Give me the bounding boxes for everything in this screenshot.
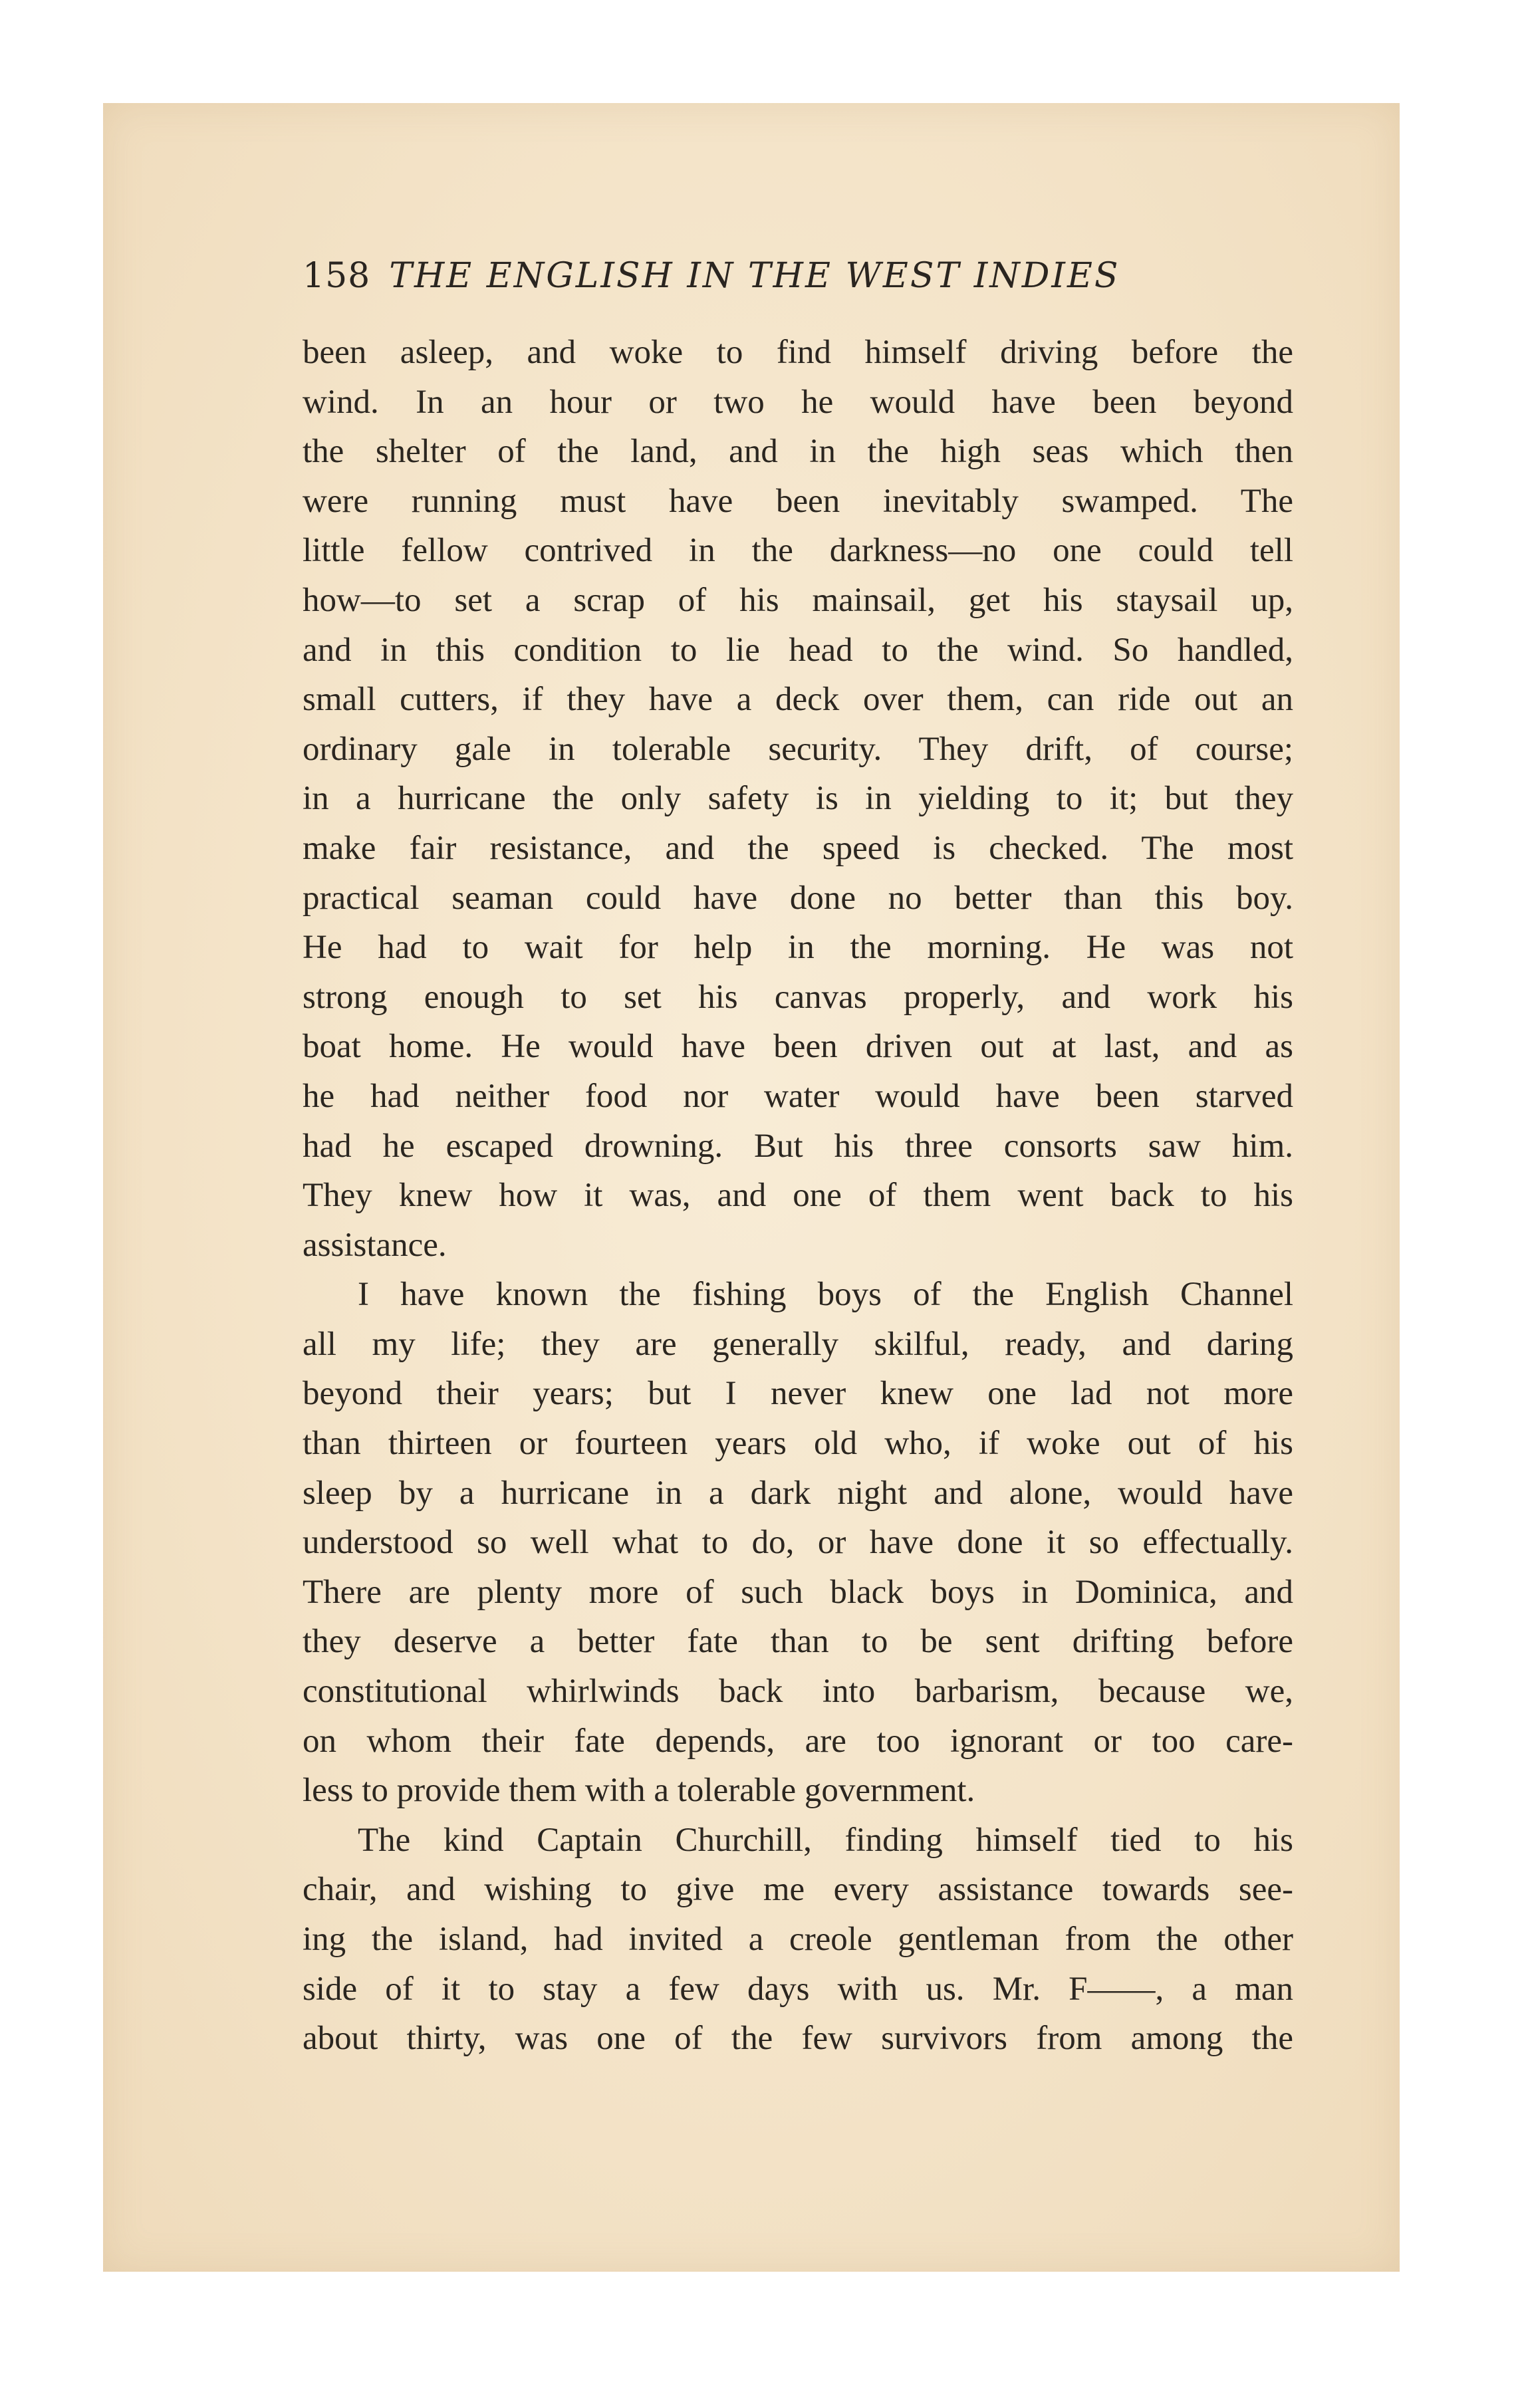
- text-line: strong enough to set his canvas properly, and work his: [303, 978, 1293, 1016]
- text-line: assistance.: [303, 1226, 447, 1264]
- text-line: how—to set a scrap of his mainsail, get his staysail up,: [303, 581, 1293, 619]
- text-line: make fair resistance, and the speed is checked. The most: [303, 829, 1293, 867]
- text-line: and in this condition to lie head to the wind. So handled,: [303, 631, 1293, 669]
- text-line: about thirty, was one of the few survivors from among the: [303, 2020, 1293, 2058]
- text-line: on whom their fate depends, are too ignorant or too care-: [303, 1722, 1293, 1760]
- text-line: They knew how it was, and one of them went back to his: [303, 1177, 1293, 1215]
- body-text: [303, 328, 1293, 2064]
- text-line: I have known the fishing boys of the English Channel: [358, 1276, 1293, 1314]
- text-line: sleep by a hurricane in a dark night and alone, would have: [303, 1474, 1293, 1512]
- text-line: wind. In an hour or two he would have been beyond: [303, 383, 1293, 421]
- text-line: small cutters, if they have a deck over them, can ride out an: [303, 681, 1293, 719]
- text-line: he had neither food nor water would have been starved: [303, 1077, 1293, 1115]
- text-line: chair, and wishing to give me every assistance towards see-: [303, 1871, 1293, 1909]
- text-line: ordinary gale in tolerable security. They drift, of course;: [303, 730, 1293, 768]
- page-number: 158: [303, 256, 371, 296]
- running-head: [303, 256, 1300, 296]
- text-line: the shelter of the land, and in the high seas which then: [303, 433, 1293, 471]
- running-title: THE ENGLISH IN THE WEST INDIES: [389, 256, 1120, 296]
- text-line: understood so well what to do, or have done it so effectually.: [303, 1524, 1293, 1562]
- text-line: beyond their years; but I never knew one lad not more: [303, 1375, 1293, 1413]
- text-line: The kind Captain Churchill, finding himself tied to his: [358, 1821, 1293, 1859]
- text-line: There are plenty more of such black boys in Dominica, and: [303, 1573, 1293, 1611]
- text-line: ing the island, had invited a creole gentleman from the other: [303, 1921, 1293, 1958]
- text-line: constitutional whirlwinds back into barbarism, because we,: [303, 1673, 1293, 1711]
- text-line: side of it to stay a few days with us. Mr. F——, a man: [303, 1970, 1293, 2008]
- text-line: than thirteen or fourteen years old who, if woke out of his: [303, 1425, 1293, 1463]
- text-line: in a hurricane the only safety is in yielding to it; but they: [303, 780, 1293, 818]
- text-line: less to provide them with a tolerable government.: [303, 1772, 975, 1810]
- text-line: He had to wait for help in the morning. He was not: [303, 929, 1293, 967]
- text-line: had he escaped drowning. But his three consorts saw him.: [303, 1127, 1293, 1165]
- text-line: been asleep, and woke to find himself driving before the: [303, 334, 1293, 371]
- book-page: [103, 103, 1400, 2272]
- text-line: all my life; they are generally skilful, ready, and daring: [303, 1325, 1293, 1363]
- text-line: little fellow contrived in the darkness—no one could tell: [303, 532, 1293, 570]
- text-line: were running must have been inevitably swamped. The: [303, 482, 1293, 520]
- text-line: practical seaman could have done no better than this boy.: [303, 879, 1293, 917]
- text-line: they deserve a better fate than to be sent drifting before: [303, 1623, 1293, 1661]
- text-line: boat home. He would have been driven out at last, and as: [303, 1028, 1293, 1066]
